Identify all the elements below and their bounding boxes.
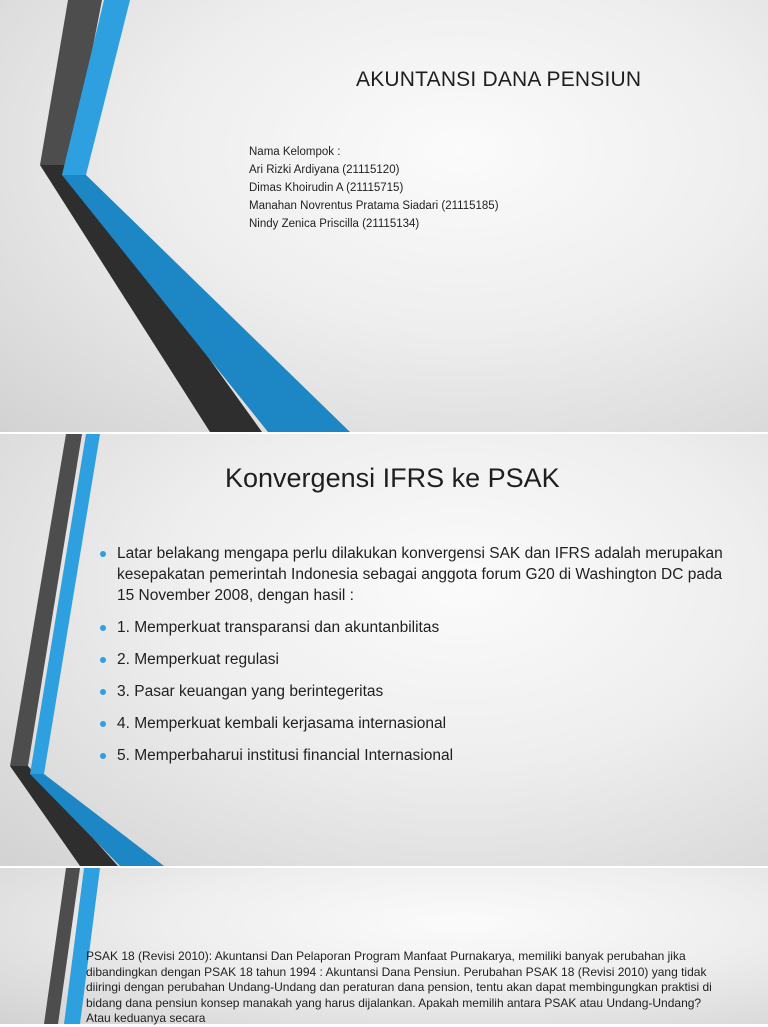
member-item: Ari Rizki Ardiyana (21115120) [249,164,400,176]
list-item: 4. Memperkuat kembali kerjasama internasional [100,713,730,734]
bullet-icon [100,625,106,631]
bullet-icon [100,657,106,663]
slide-title [0,0,768,432]
group-members [249,143,499,233]
member-item: Nindy Zenica Priscilla (21115134) [249,218,420,230]
bullet-icon [100,721,106,727]
body-paragraph: PSAK 18 (Revisi 2010): Akuntansi Dan Pelaporan Program Manfaat Purnakarya, memiliki banyak perubahan jika dibandingkan dengan PSAK 18 tahun 1994 : Akuntansi Dana Pensiun. Perubahan PSAK 18 (Revisi 2010) yang tidak diiringi dengan perubahan Undang-Undang dan peraturan dana pension, tentu akan dapat membingungkan praktisi di bidang dana pensiun konsep manakah yang harus dijalankan. Apakah memilih antara PSAK atau Undang-Undang? Atau keduanya secara [86,949,712,1025]
list-item: 3. Pasar keuangan yang berintegeritas [100,681,730,702]
list-item: 2. Memperkuat regulasi [100,649,730,670]
list-item: 5. Memperbaharui institusi financial Internasional [100,745,730,766]
members-heading: Nama Kelompok : [249,146,341,158]
bullet-icon [100,753,106,759]
member-item: Dimas Khoirudin A (21115715) [249,182,404,194]
presentation-title: AKUNTANSI DANA PENSIUN [356,68,642,91]
slide-heading: Konvergensi IFRS ke PSAK [225,463,560,493]
list-item: Latar belakang mengapa perlu dilakukan konvergensi SAK dan IFRS adalah merupakan kesepakatan pemerintah Indonesia sebagai anggota forum G20 di Washington DC pada 15 November 2008, dengan hasil : [100,543,730,606]
bullet-list [100,543,730,777]
list-item: 1. Memperkuat transparansi dan akuntanbilitas [100,617,730,638]
bullet-icon [100,689,106,695]
member-item: Manahan Novrentus Pratama Siadari (21115185) [249,200,499,212]
bullet-icon [100,551,106,557]
